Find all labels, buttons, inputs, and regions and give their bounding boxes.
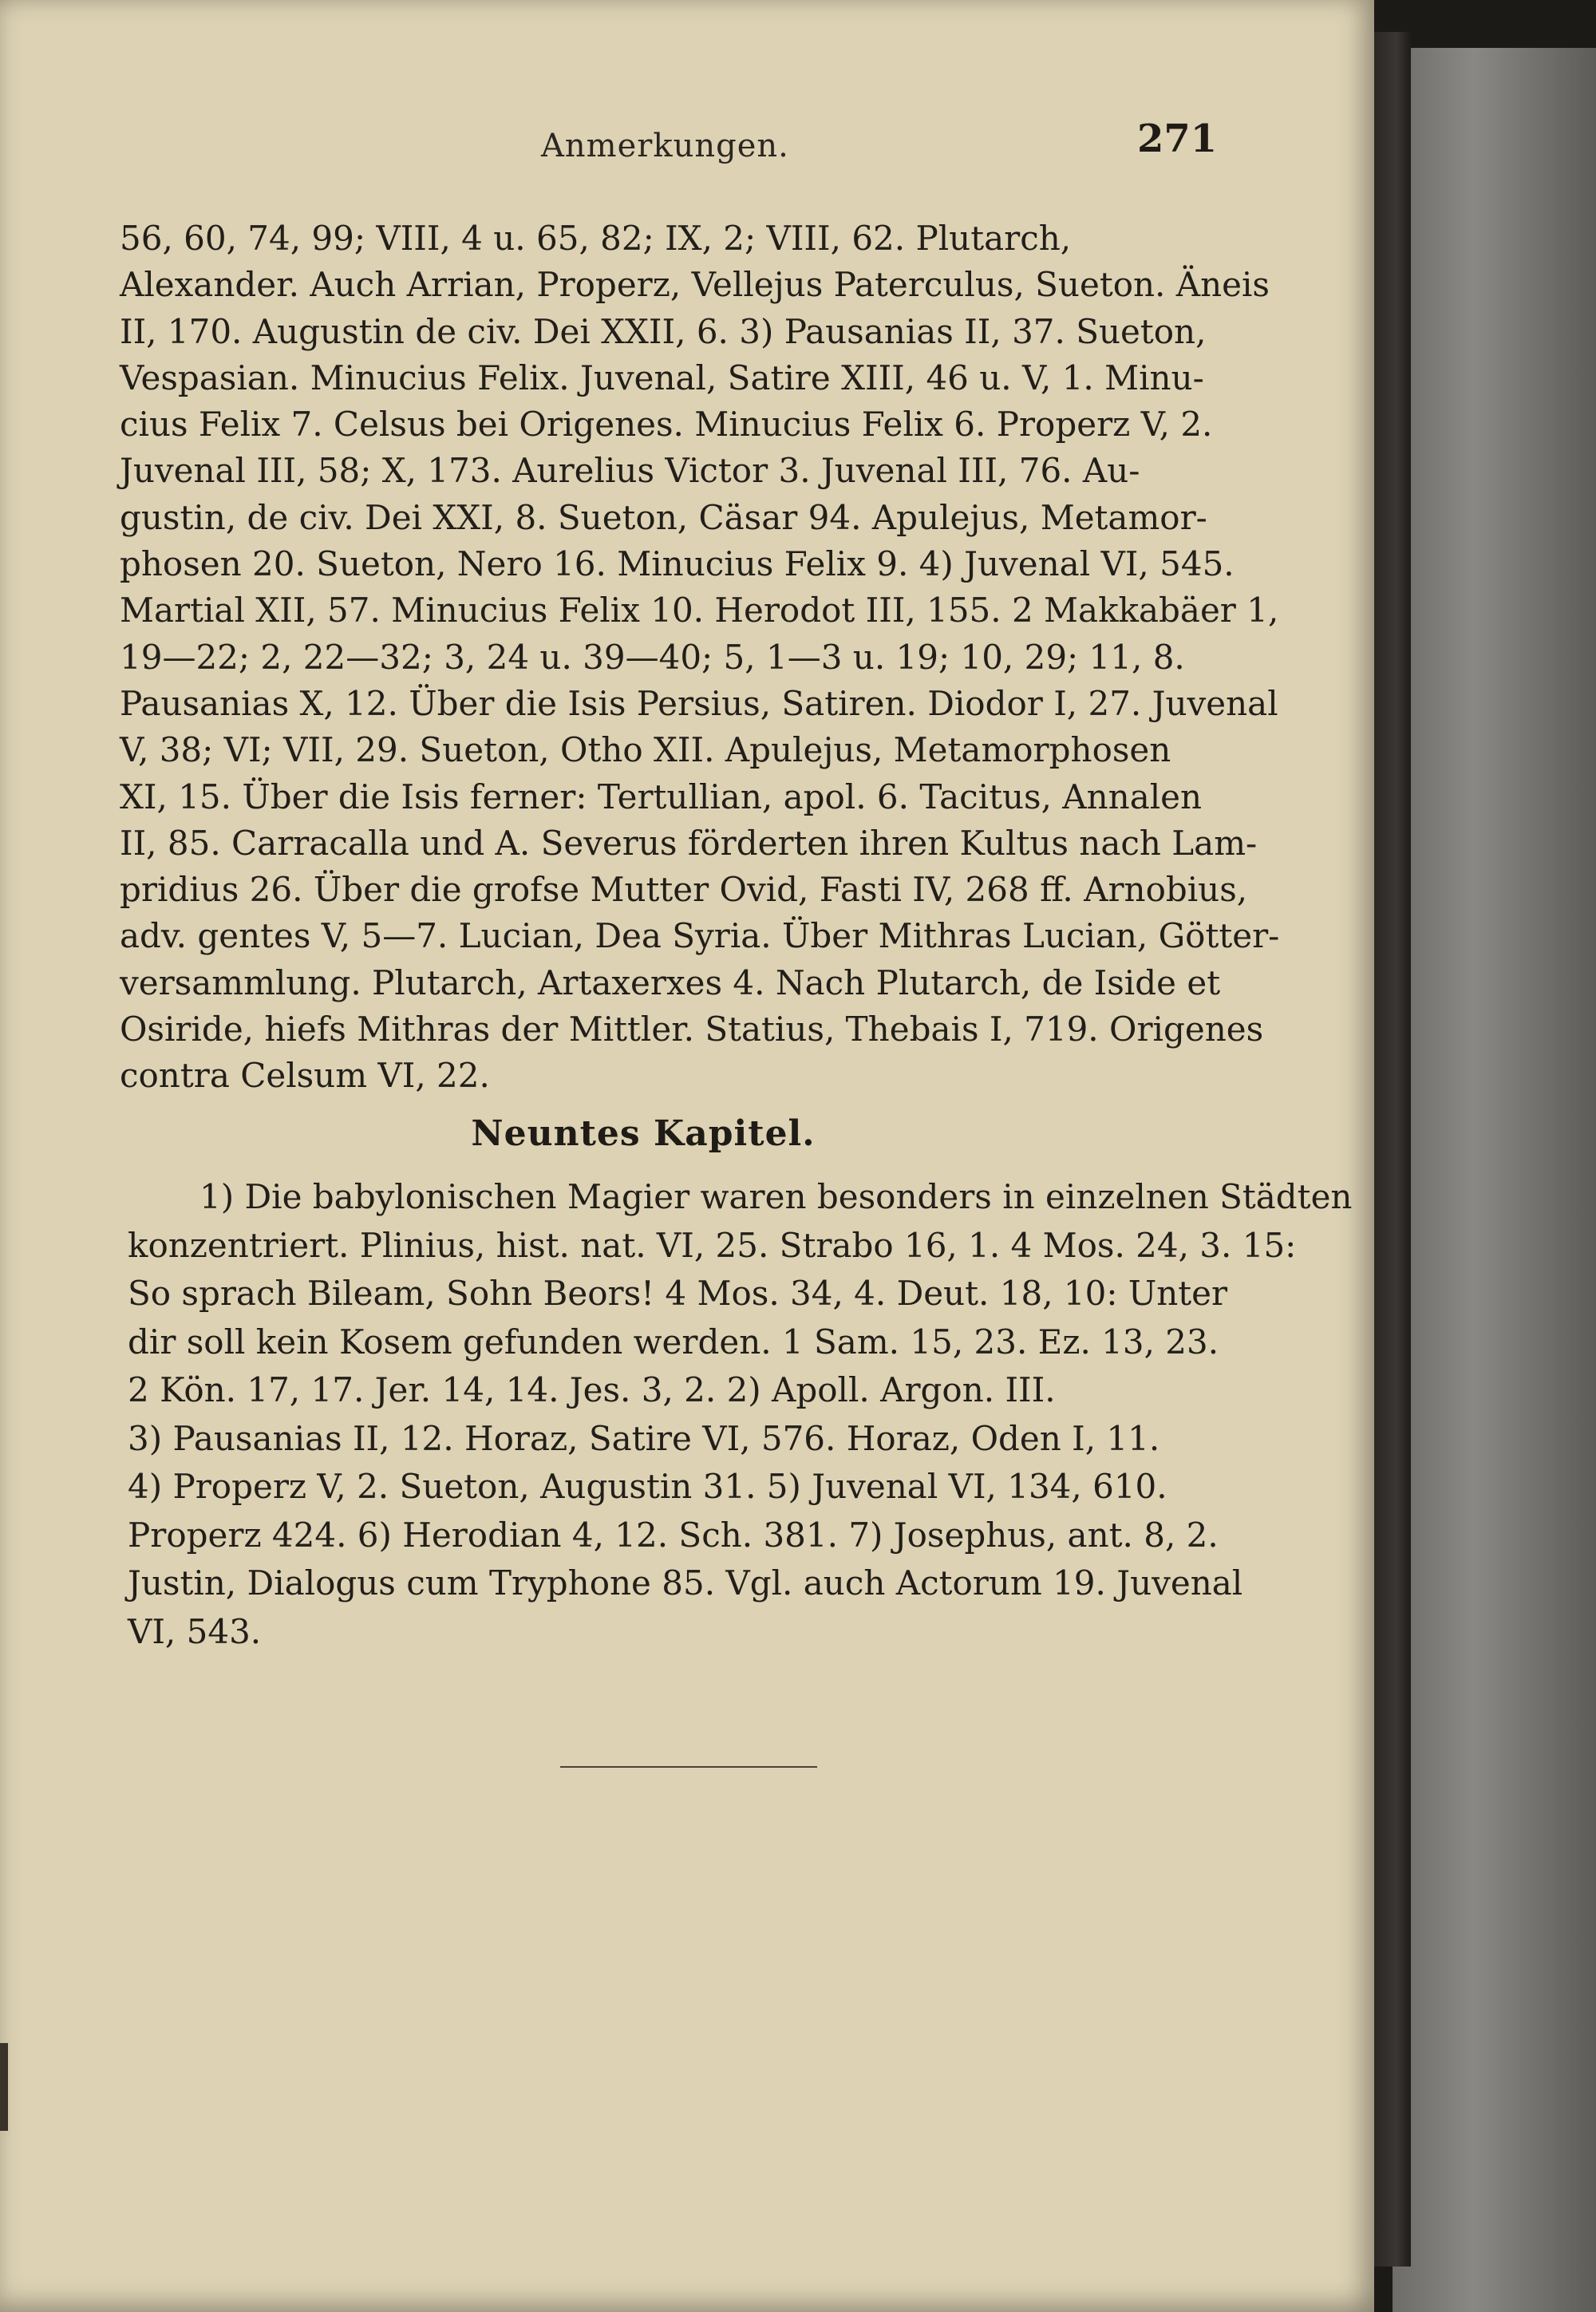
notes-block bbox=[120, 215, 1280, 1100]
note-line: II, 170. Augustin de civ. Dei XXII, 6. 3) Pausanias II, 37. Sueton, bbox=[120, 311, 1207, 351]
note-line: gustin, de civ. Dei XXI, 8. Sueton, Cäsar 94. Apulejus, Metamor- bbox=[120, 497, 1207, 537]
note-line: II, 85. Carracalla und A. Severus förderten ihren Kultus nach Lam- bbox=[120, 823, 1258, 863]
note-line: Martial XII, 57. Minucius Felix 10. Herodot III, 155. 2 Makkabäer 1, bbox=[120, 591, 1279, 630]
chapter-note-line: 4) Properz V, 2. Sueton, Augustin 31. 5) Juvenal VI, 134, 610. bbox=[128, 1467, 1167, 1506]
note-line: V, 38; VI; VII, 29. Sueton, Otho XII. Apulejus, Metamorphosen bbox=[120, 730, 1171, 770]
chapter-note-line: 3) Pausanias II, 12. Horaz, Satire VI, 576. Horaz, Oden I, 11. bbox=[128, 1418, 1160, 1458]
chapter-title bbox=[0, 1113, 1374, 1154]
running-head: Anmerkungen. bbox=[541, 128, 789, 164]
book-binding bbox=[1393, 48, 1596, 2312]
note-line: 56, 60, 74, 99; VIII, 4 u. 65, 82; IX, 2; VIII, 62. Plutarch, bbox=[120, 219, 1072, 258]
page-header bbox=[0, 117, 1374, 184]
note-line: versammlung. Plutarch, Artaxerxes 4. Nach Plutarch, de Iside et bbox=[120, 962, 1221, 1002]
page-number: 271 bbox=[1137, 117, 1218, 161]
note-line: Pausanias X, 12. Über die Isis Persius, Satiren. Diodor I, 27. Juvenal bbox=[120, 683, 1278, 723]
chapter-note-line: Properz 424. 6) Herodian 4, 12. Sch. 381. 7) Josephus, ant. 8, 2. bbox=[128, 1515, 1219, 1555]
note-line: Alexander. Auch Arrian, Properz, Vellejus Paterculus, Sueton. Äneis bbox=[120, 265, 1270, 305]
book-board-edge bbox=[1374, 32, 1411, 2267]
chapter-note-line: 1) Die babylonischen Magier waren besonders in einzelnen Städten bbox=[200, 1177, 1353, 1216]
note-line: XI, 15. Über die Isis ferner: Tertullian, apol. 6. Tacitus, Annalen bbox=[120, 777, 1203, 816]
note-line: Osiride, hiefs Mithras der Mittler. Statius, Thebais I, 719. Origenes bbox=[120, 1010, 1264, 1049]
margin-mark bbox=[0, 2043, 8, 2131]
chapter-note-line: So sprach Bileam, Sohn Beors! 4 Mos. 34, 4. Deut. 18, 10: Unter bbox=[128, 1274, 1228, 1313]
note-line: 19—22; 2, 22—32; 3, 24 u. 39—40; 5, 1—3 u. 19; 10, 29; 11, 8. bbox=[120, 637, 1185, 677]
chapter-title-text: Neuntes Kapitel. bbox=[471, 1113, 816, 1154]
chapter-note-line: 2 Kön. 17, 17. Jer. 14, 14. Jes. 3, 2. 2) Apoll. Argon. III. bbox=[128, 1370, 1056, 1409]
note-line: cius Felix 7. Celsus bei Origenes. Minucius Felix 6. Properz V, 2. bbox=[120, 405, 1213, 445]
section-end-rule bbox=[560, 1766, 817, 1768]
chapter-note-line: konzentriert. Plinius, hist. nat. VI, 25. Strabo 16, 1. 4 Mos. 24, 3. 15: bbox=[128, 1225, 1297, 1265]
chapter-notes-block bbox=[128, 1173, 1353, 1656]
note-line: Vespasian. Minucius Felix. Juvenal, Satire XIII, 46 u. V, 1. Minu- bbox=[120, 358, 1204, 397]
note-line: adv. gentes V, 5—7. Lucian, Dea Syria. Über Mithras Lucian, Götter- bbox=[120, 916, 1280, 956]
chapter-note-line: VI, 543. bbox=[128, 1611, 262, 1651]
chapter-note-line: dir soll kein Kosem gefunden werden. 1 Sam. 15, 23. Ez. 13, 23. bbox=[128, 1322, 1219, 1362]
note-line: phosen 20. Sueton, Nero 16. Minucius Felix 9. 4) Juvenal VI, 545. bbox=[120, 544, 1235, 584]
chapter-note-line: Justin, Dialogus cum Tryphone 85. Vgl. auch Actorum 19. Juvenal bbox=[128, 1563, 1243, 1603]
note-line: Juvenal III, 58; X, 173. Aurelius Victor 3. Juvenal III, 76. Au- bbox=[120, 451, 1140, 491]
note-line: pridius 26. Über die grofse Mutter Ovid, Fasti IV, 268 ff. Arnobius, bbox=[120, 870, 1248, 910]
note-line: contra Celsum VI, 22. bbox=[120, 1056, 490, 1096]
